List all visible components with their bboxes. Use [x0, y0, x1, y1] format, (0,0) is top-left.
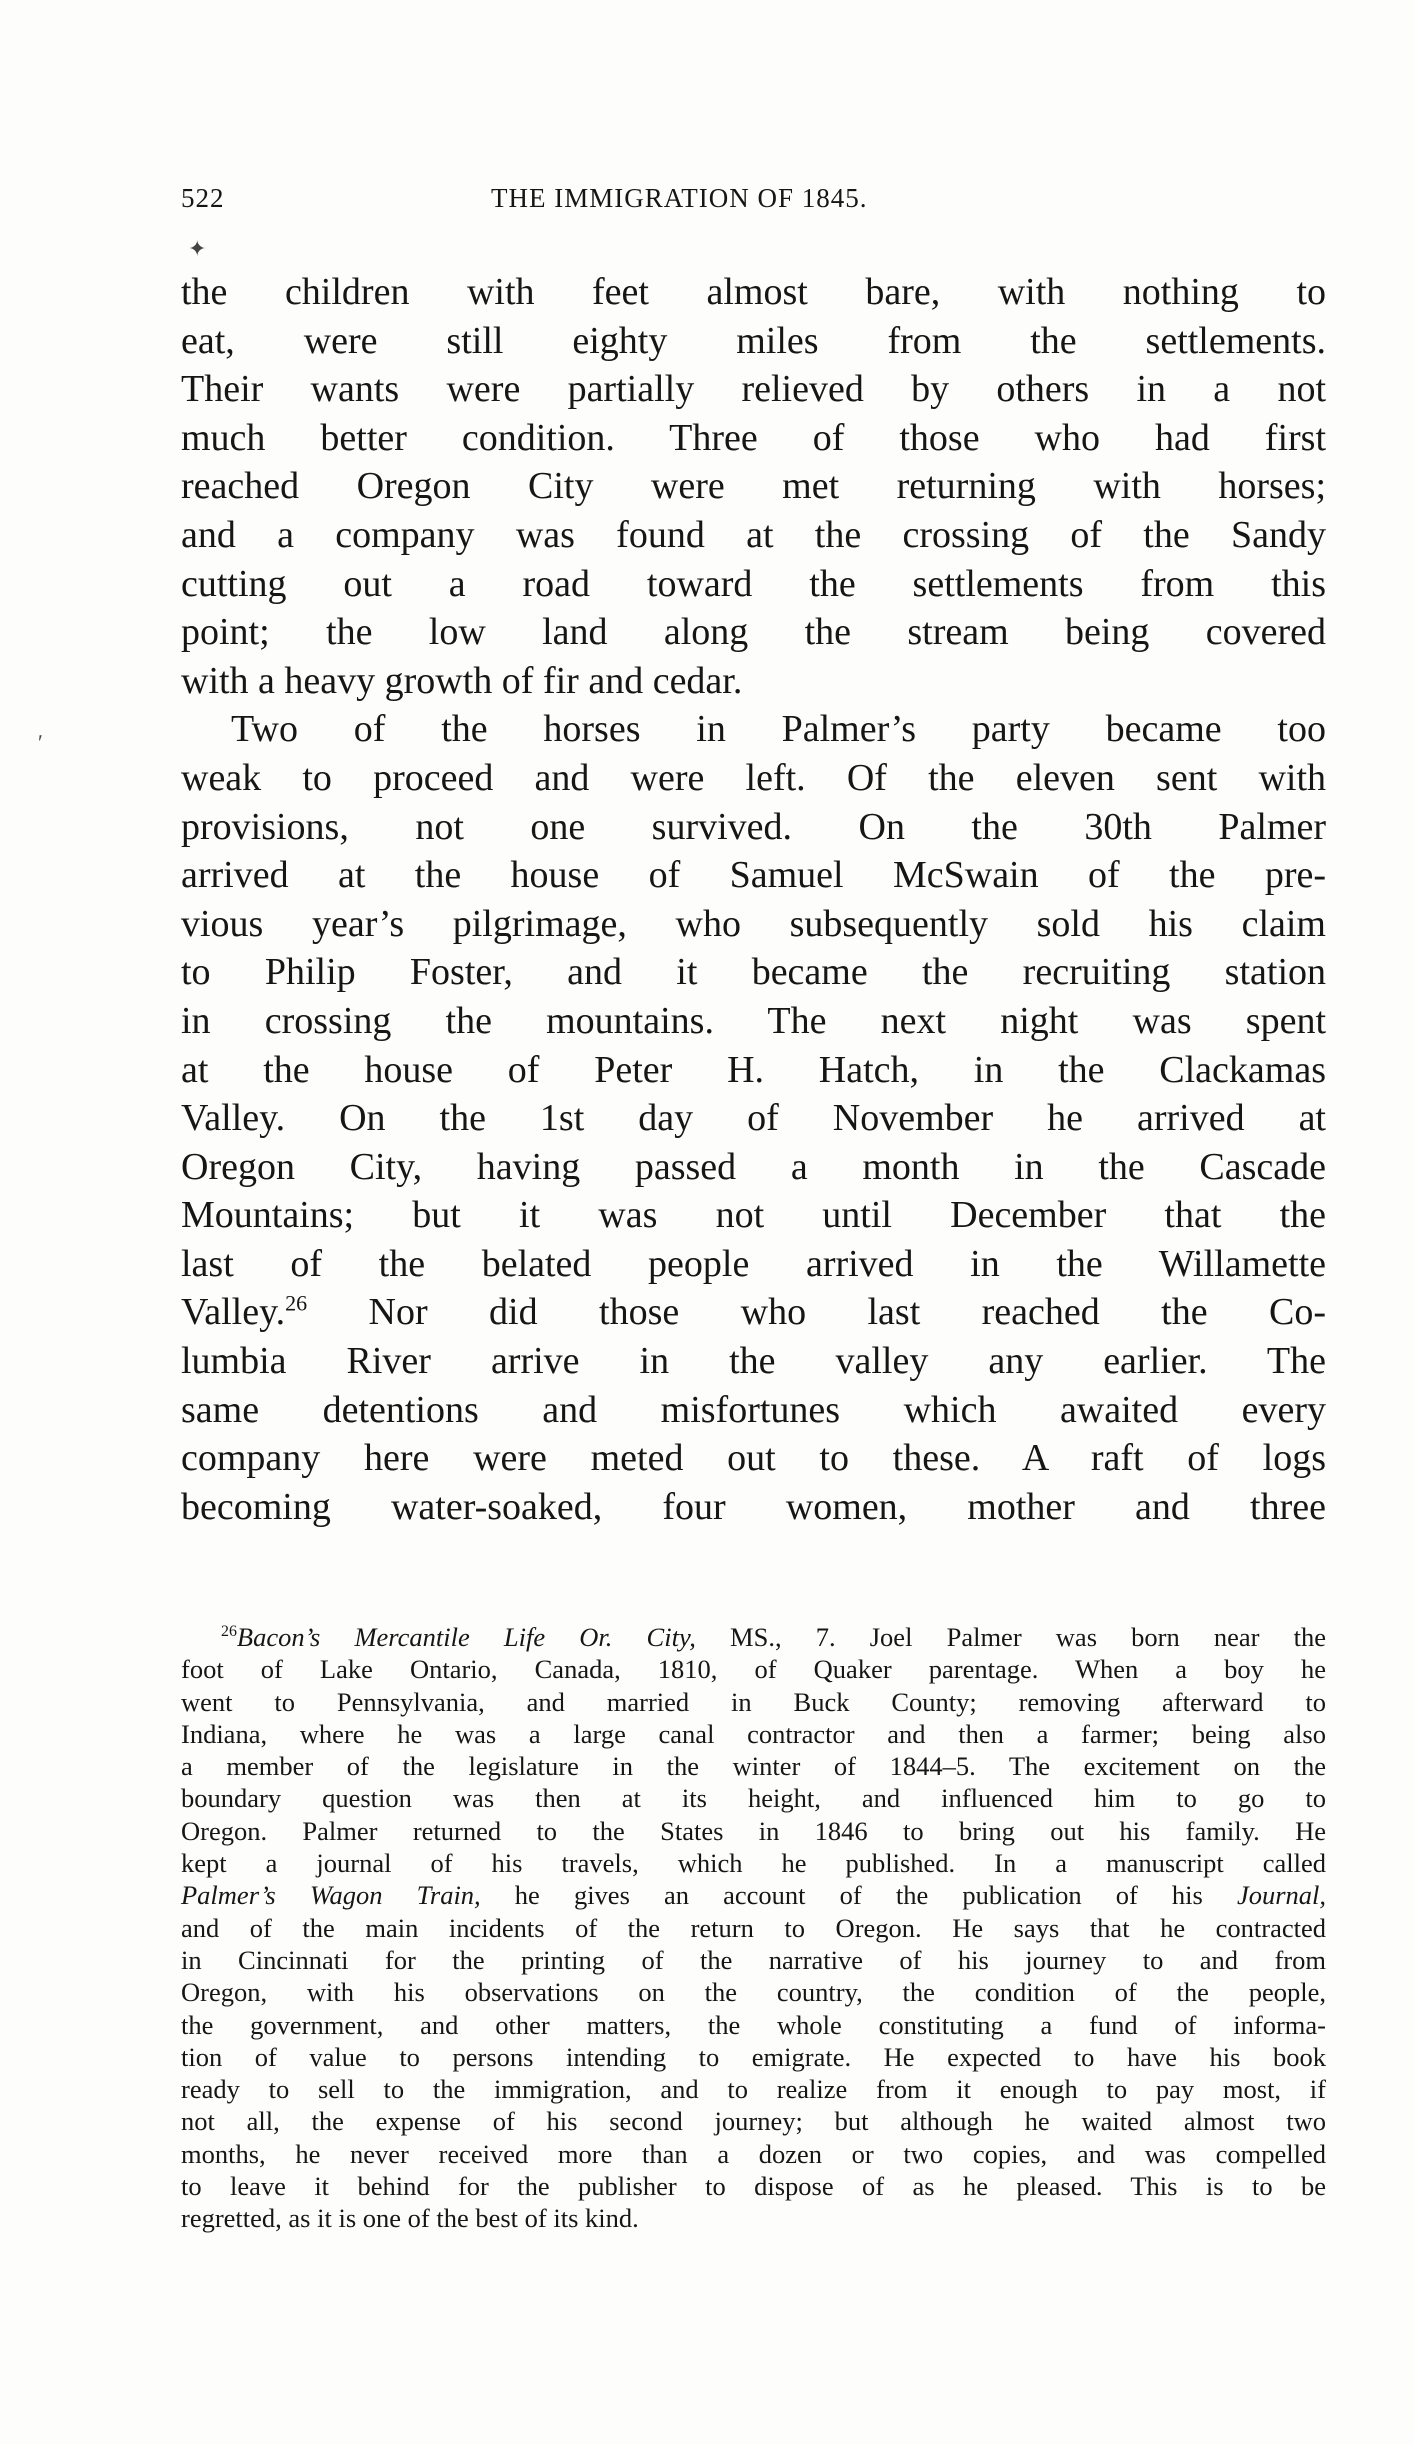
- footnote-line: Oregon, with his observations on the country, the condition of the people,: [181, 1977, 1326, 2008]
- footnote-line: boundary question was then at its height, and influenced him to go to: [181, 1783, 1326, 1814]
- body-line: arrived at the house of Samuel McSwain of the pre-: [181, 854, 1326, 897]
- body-line: point; the low land along the stream being covered: [181, 611, 1326, 654]
- body-line: Oregon City, having passed a month in the Cascade: [181, 1145, 1326, 1188]
- body-line: and a company was found at the crossing of the Sandy: [181, 513, 1326, 556]
- body-line: Their wants were partially relieved by others in a not: [181, 368, 1326, 411]
- body-line: same detentions and misfortunes which awaited every: [181, 1388, 1326, 1431]
- footnote-line: kept a journal of his travels, which he published. In a manuscript called: [181, 1848, 1326, 1879]
- body-line: becoming water-soaked, four women, mother and three: [181, 1485, 1326, 1528]
- body-line: Valley. On the 1st day of November he arrived at: [181, 1097, 1326, 1140]
- body-line: company here were meted out to these. A raft of logs: [181, 1437, 1326, 1480]
- footnote-line: months, he never received more than a dozen or two copies, and was compelled: [181, 2138, 1326, 2169]
- body-line: vious year’s pilgrimage, who subsequently sold his claim: [181, 902, 1326, 945]
- body-line-start: Valley.: [181, 1291, 286, 1334]
- body-line: weak to proceed and were left. Of the eleven sent with: [181, 756, 1326, 799]
- footnote-line: to leave it behind for the publisher to dispose of as he pleased. This is to be: [181, 2171, 1326, 2202]
- footnote-line: foot of Lake Ontario, Canada, 1810, of Quaker parentage. When a boy he: [181, 1654, 1326, 1685]
- footnote-line: in Cincinnati for the printing of the narrative of his journey to and from: [181, 1944, 1326, 1975]
- footnote-text: he gives an account of the publication of his: [480, 1880, 1237, 1911]
- footnote-line: went to Pennsylvania, and married in Buck County; removing afterward to: [181, 1686, 1326, 1717]
- footnote-first-line: [181, 1621, 1326, 1653]
- footnote: [181, 1621, 1326, 2235]
- footnote-line: tion of value to persons intending to emigrate. He expected to have his book: [181, 2041, 1326, 2072]
- footnote-number: 26: [221, 1623, 237, 1641]
- ink-mark: ✦: [188, 236, 207, 261]
- footnote-text: MS., 7. Joel Palmer was born near the: [695, 1622, 1326, 1652]
- body-line: reached Oregon City were met returning with horses;: [181, 465, 1326, 508]
- footnote-line: Indiana, where he was a large canal contractor and then a farmer; being also: [181, 1718, 1326, 1749]
- paragraph-start-line: Two of the horses in Palmer’s party became too: [231, 708, 1326, 751]
- footnote-line: and of the main incidents of the return to Oregon. He says that he contracted: [181, 1912, 1326, 1943]
- body-line: much better condition. Three of those who had first: [181, 416, 1326, 459]
- footnote-last-line: regretted, as it is one of the best of its kind.: [181, 2203, 639, 2234]
- body-line: the children with feet almost bare, with nothing to: [181, 271, 1326, 313]
- footnote-line-with-titles: [181, 1879, 1326, 1911]
- body-line-with-note-ref: [181, 1288, 1326, 1337]
- paragraph-end-line: with a heavy growth of fir and cedar.: [181, 659, 743, 702]
- body-line: Mountains; but it was not until December that the: [181, 1194, 1326, 1237]
- body-text: [181, 268, 1326, 1531]
- footnote-line: ready to sell to the immigration, and to realize from it enough to pay most, if: [181, 2074, 1326, 2105]
- footnote-line: not all, the expense of his second journey; but although he waited almost two: [181, 2106, 1326, 2137]
- manuscript-title: Palmer’s Wagon Train,: [181, 1880, 481, 1911]
- footnote-reference: 26: [285, 1290, 308, 1316]
- page-header: [181, 183, 1326, 223]
- footnote-source-title: Bacon’s Mercantile Life Or. City,: [236, 1622, 696, 1652]
- body-line: provisions, not one survived. On the 30th Palmer: [181, 805, 1326, 848]
- body-line: last of the belated people arrived in the Willamette: [181, 1242, 1326, 1285]
- margin-tick-mark: ʹ: [38, 730, 43, 755]
- footnote-line: a member of the legislature in the winter of 1844–5. The excitement on the: [181, 1751, 1326, 1782]
- footnote-line: the government, and other matters, the whole constituting a fund of informa-: [181, 2009, 1326, 2040]
- body-line: at the house of Peter H. Hatch, in the Clackamas: [181, 1048, 1326, 1091]
- body-line: to Philip Foster, and it became the recruiting station: [181, 951, 1326, 994]
- journal-title: Journal,: [1236, 1880, 1326, 1911]
- body-line: lumbia River arrive in the valley any earlier. The: [181, 1340, 1326, 1383]
- body-line-rest: Nor did those who last reached the Co-: [307, 1291, 1326, 1334]
- body-line: in crossing the mountains. The next night was spent: [181, 999, 1326, 1042]
- body-line: cutting out a road toward the settlements from this: [181, 562, 1326, 605]
- footnote-line: Oregon. Palmer returned to the States in 1846 to bring out his family. He: [181, 1815, 1326, 1846]
- page-number: 522: [181, 183, 225, 213]
- body-line: eat, were still eighty miles from the settlements.: [181, 319, 1326, 362]
- running-head: THE IMMIGRATION OF 1845.: [491, 183, 868, 213]
